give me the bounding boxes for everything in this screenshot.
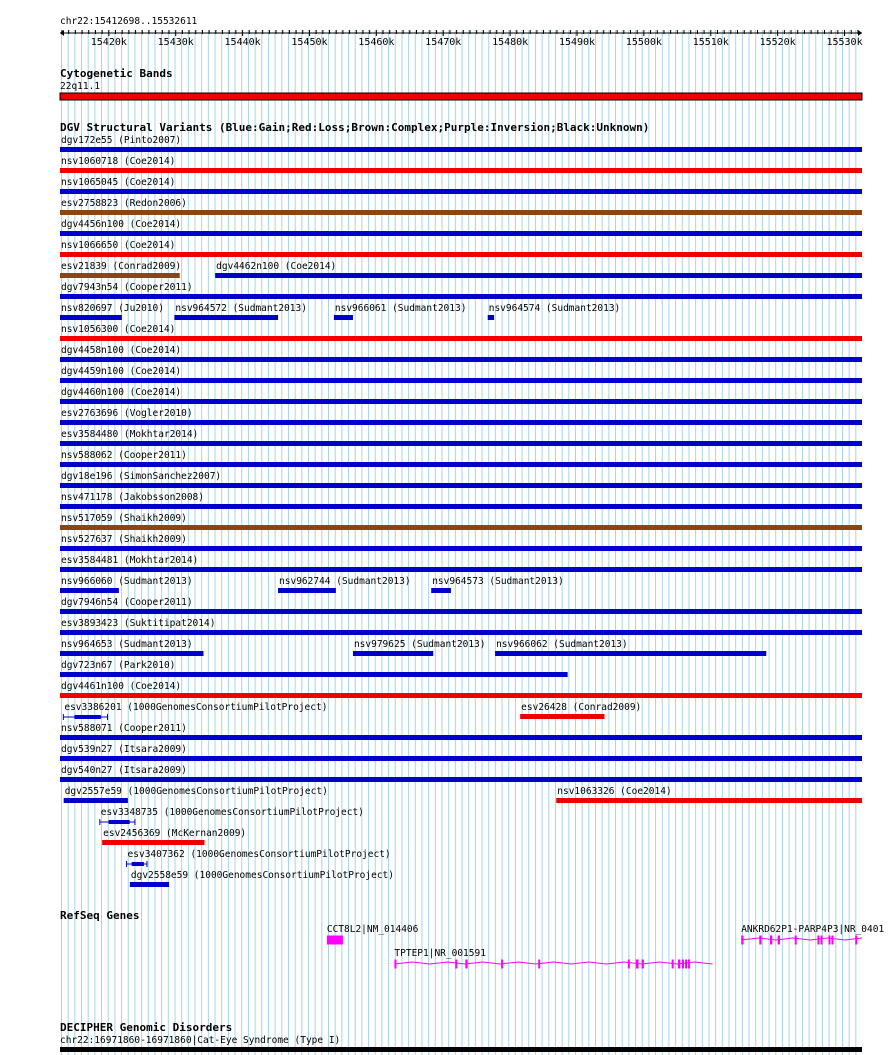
variant-bar[interactable]	[60, 420, 862, 425]
ruler-tick-label: 15420k	[90, 37, 127, 48]
variant-bar[interactable]	[174, 315, 278, 320]
variant-label: nsv964572 (Sudmant2013)	[175, 303, 307, 314]
gene-exon[interactable]	[831, 936, 833, 945]
variant-bar[interactable]	[60, 273, 180, 278]
gene-exon[interactable]	[642, 960, 644, 969]
variant-label: dgv4461n100 (Coe2014)	[61, 681, 182, 692]
variant-label: esv3584480 (Mokhtar2014)	[61, 429, 199, 440]
gene-exon[interactable]	[672, 960, 674, 969]
variant-bar[interactable]	[60, 357, 862, 362]
variant-label: nsv966060 (Sudmant2013)	[61, 576, 193, 587]
gene-exon[interactable]	[817, 936, 819, 945]
variant-bar[interactable]	[60, 651, 203, 656]
ruler-tick-label: 15440k	[224, 37, 261, 48]
variant-bar[interactable]	[60, 777, 862, 782]
variant-bar[interactable]	[60, 294, 862, 299]
variant-bar[interactable]	[60, 567, 862, 572]
gene-exon[interactable]	[820, 936, 822, 945]
variant-label: dgv4458n100 (Coe2014)	[61, 345, 182, 356]
gene-exon[interactable]	[770, 936, 772, 945]
variant-bar[interactable]	[60, 546, 862, 551]
cytoband-bar[interactable]	[60, 93, 862, 100]
gene-label: CCT8L2|NM_014406	[326, 924, 419, 935]
variant-label: esv3386201 (1000GenomesConsortiumPilotProject)	[64, 702, 328, 713]
variant-bar[interactable]	[488, 315, 494, 320]
variant-bar[interactable]	[60, 609, 862, 614]
variant-bar[interactable]	[60, 210, 862, 215]
variant-label: nsv1066650 (Coe2014)	[61, 240, 176, 251]
refseq-track[interactable]	[327, 924, 885, 969]
decipher-label: chr22:16971860-16971860|Cat-Eye Syndrome (Type I)	[60, 1035, 341, 1046]
ruler-tick-label: 15520k	[759, 37, 796, 48]
variant-label: esv3584481 (Mokhtar2014)	[61, 555, 199, 566]
gene-exon[interactable]	[455, 960, 457, 969]
ruler-tick-label: 15500k	[625, 37, 662, 48]
variant-label: esv3348735 (1000GenomesConsortiumPilotProject)	[100, 807, 364, 818]
variant-bar[interactable]	[109, 820, 130, 824]
gene-label: TPTEP1|NR_001591	[394, 948, 486, 959]
variant-bar[interactable]	[60, 315, 122, 320]
dgv-track-title: DGV Structural Variants (Blue:Gain;Red:Loss;Brown:Complex;Purple:Inversion;Black:Unknown)	[60, 121, 650, 134]
ruler-tick-label: 15450k	[291, 37, 328, 48]
variant-label: nsv1065045 (Coe2014)	[61, 177, 176, 188]
variant-label: esv2758823 (Redon2006)	[61, 198, 187, 209]
variant-label: nsv964574 (Sudmant2013)	[488, 303, 621, 314]
cytoband-label: 22q11.1	[60, 81, 101, 92]
variant-bar[interactable]	[60, 336, 862, 341]
variant-label: esv2456369 (McKernan2009)	[103, 828, 247, 839]
gene-label: ANKRD62P1-PARP4P3|NR_0401	[741, 924, 885, 935]
gene-exon[interactable]	[678, 960, 680, 969]
variant-label: esv3407362 (1000GenomesConsortiumPilotProject)	[127, 849, 391, 860]
variant-label: nsv820697 (Ju2010)	[61, 303, 164, 314]
variant-bar[interactable]	[60, 483, 862, 488]
variant-bar[interactable]	[60, 462, 862, 467]
variant-bar[interactable]	[130, 882, 169, 887]
gene-exon[interactable]	[855, 936, 857, 945]
variant-bar[interactable]	[102, 840, 204, 845]
variant-bar[interactable]	[60, 588, 119, 593]
ruler-tick-label: 15510k	[692, 37, 729, 48]
ruler-tick-label: 15490k	[558, 37, 596, 48]
variant-label: dgv4460n100 (Coe2014)	[61, 387, 182, 398]
variant-label: nsv517059 (Shaikh2009)	[61, 513, 187, 524]
variant-label: nsv1056300 (Coe2014)	[61, 324, 176, 335]
variant-bar[interactable]	[132, 862, 144, 866]
variant-label: nsv588062 (Cooper2011)	[61, 450, 187, 461]
gene-exon[interactable]	[538, 960, 540, 969]
variant-label: nsv979625 (Sudmant2013)	[353, 639, 486, 650]
ruler-tick-label: 15460k	[358, 37, 395, 48]
variant-bar[interactable]	[60, 504, 862, 509]
variant-bar[interactable]	[60, 693, 862, 698]
variant-bar[interactable]	[556, 798, 862, 803]
variant-bar[interactable]	[353, 651, 433, 656]
decipher-track[interactable]	[60, 1035, 862, 1052]
variant-label: esv21839 (Conrad2009)	[61, 261, 182, 272]
gene-exon[interactable]	[828, 936, 830, 945]
variant-bar[interactable]	[60, 252, 862, 257]
variant-bar[interactable]	[520, 714, 604, 719]
variant-label: esv26428 (Conrad2009)	[521, 702, 642, 713]
variant-bar[interactable]	[60, 756, 862, 761]
variant-label: nsv588071 (Cooper2011)	[61, 723, 187, 734]
cytoband-track-title: Cytogenetic Bands	[60, 67, 173, 80]
gene-exon[interactable]	[778, 936, 780, 945]
gene-exon[interactable]	[465, 960, 467, 969]
ruler-right-arrow-icon[interactable]	[858, 30, 862, 36]
variant-label: nsv966061 (Sudmant2013)	[334, 303, 467, 314]
variant-label: nsv527637 (Shaikh2009)	[61, 534, 187, 545]
region-label: chr22:15412698..15532611	[60, 16, 198, 27]
variant-label: nsv1063326 (Coe2014)	[557, 786, 672, 797]
variant-bar[interactable]	[334, 315, 353, 320]
variant-label: nsv471178 (Jakobsson2008)	[61, 492, 204, 503]
variant-bar[interactable]	[60, 147, 862, 152]
gene-exon[interactable]	[628, 960, 630, 969]
variant-label: dgv539n27 (Itsara2009)	[61, 744, 187, 755]
variant-bar[interactable]	[60, 189, 862, 194]
variant-bar[interactable]	[60, 525, 862, 530]
gene-exon[interactable]	[327, 936, 343, 945]
gene-exon[interactable]	[688, 960, 690, 969]
decipher-track-title: DECIPHER Genomic Disorders	[60, 1021, 233, 1034]
ruler-tick-label: 15430k	[157, 37, 194, 48]
variant-bar[interactable]	[60, 378, 862, 383]
variant-bar[interactable]	[60, 735, 862, 740]
gene-exon[interactable]	[394, 960, 396, 969]
variant-label: nsv966062 (Sudmant2013)	[496, 639, 628, 650]
variant-label: dgv2558e59 (1000GenomesConsortiumPilotProject)	[130, 870, 395, 881]
variant-label: nsv964573 (Sudmant2013)	[432, 576, 564, 587]
gene-exon[interactable]	[741, 936, 743, 945]
variant-label: dgv540n27 (Itsara2009)	[61, 765, 187, 776]
variant-label: dgv4462n100 (Coe2014)	[216, 261, 337, 272]
variant-label: nsv1060718 (Coe2014)	[61, 156, 176, 167]
cytoband-track[interactable]	[60, 81, 862, 100]
gene-exon[interactable]	[795, 936, 797, 945]
variant-label: dgv723n67 (Park2010)	[61, 660, 176, 671]
variant-bar[interactable]	[431, 588, 451, 593]
variant-bar[interactable]	[278, 588, 336, 593]
variant-bar[interactable]	[60, 399, 862, 404]
variant-bar[interactable]	[60, 231, 862, 236]
ruler-tick-label: 15480k	[492, 37, 529, 48]
variant-label: dgv2557e59 (1000GenomesConsortiumPilotProject)	[64, 786, 328, 797]
ruler-tick-label: 15530k	[826, 37, 863, 48]
variant-label: esv3893423 (Suktitipat2014)	[61, 618, 216, 629]
gene-exon[interactable]	[759, 936, 761, 945]
variant-label: dgv18e196 (SimonSanchez2007)	[61, 471, 222, 482]
variant-bar[interactable]	[215, 273, 862, 278]
variant-label: esv2763696 (Vogler2010)	[61, 408, 193, 419]
variant-label: nsv964653 (Sudmant2013)	[61, 639, 193, 650]
variant-bar[interactable]	[495, 651, 766, 656]
variant-bar[interactable]	[60, 441, 862, 446]
gene-exon[interactable]	[501, 960, 503, 969]
variant-label: dgv7946n54 (Cooper2011)	[61, 597, 193, 608]
gene-exon[interactable]	[682, 960, 684, 969]
variant-bar[interactable]	[60, 168, 862, 173]
variant-label: nsv962744 (Sudmant2013)	[279, 576, 411, 587]
variant-label: dgv7943n54 (Cooper2011)	[61, 282, 193, 293]
variant-label: dgv172e55 (Pinto2007)	[61, 135, 182, 146]
refseq-track-title: RefSeq Genes	[60, 909, 140, 922]
variant-bar[interactable]	[64, 798, 128, 803]
gene-exon[interactable]	[636, 960, 639, 969]
variant-label: dgv4456n100 (Coe2014)	[61, 219, 182, 230]
ruler-tick-label: 15470k	[425, 37, 462, 48]
decipher-bar[interactable]	[60, 1047, 862, 1052]
variant-label: dgv4459n100 (Coe2014)	[61, 366, 182, 377]
dgv-track[interactable]	[60, 135, 862, 887]
variant-bar[interactable]	[74, 715, 100, 719]
variant-bar[interactable]	[60, 672, 568, 677]
variant-bar[interactable]	[60, 630, 862, 635]
gene-exon[interactable]	[685, 960, 687, 969]
